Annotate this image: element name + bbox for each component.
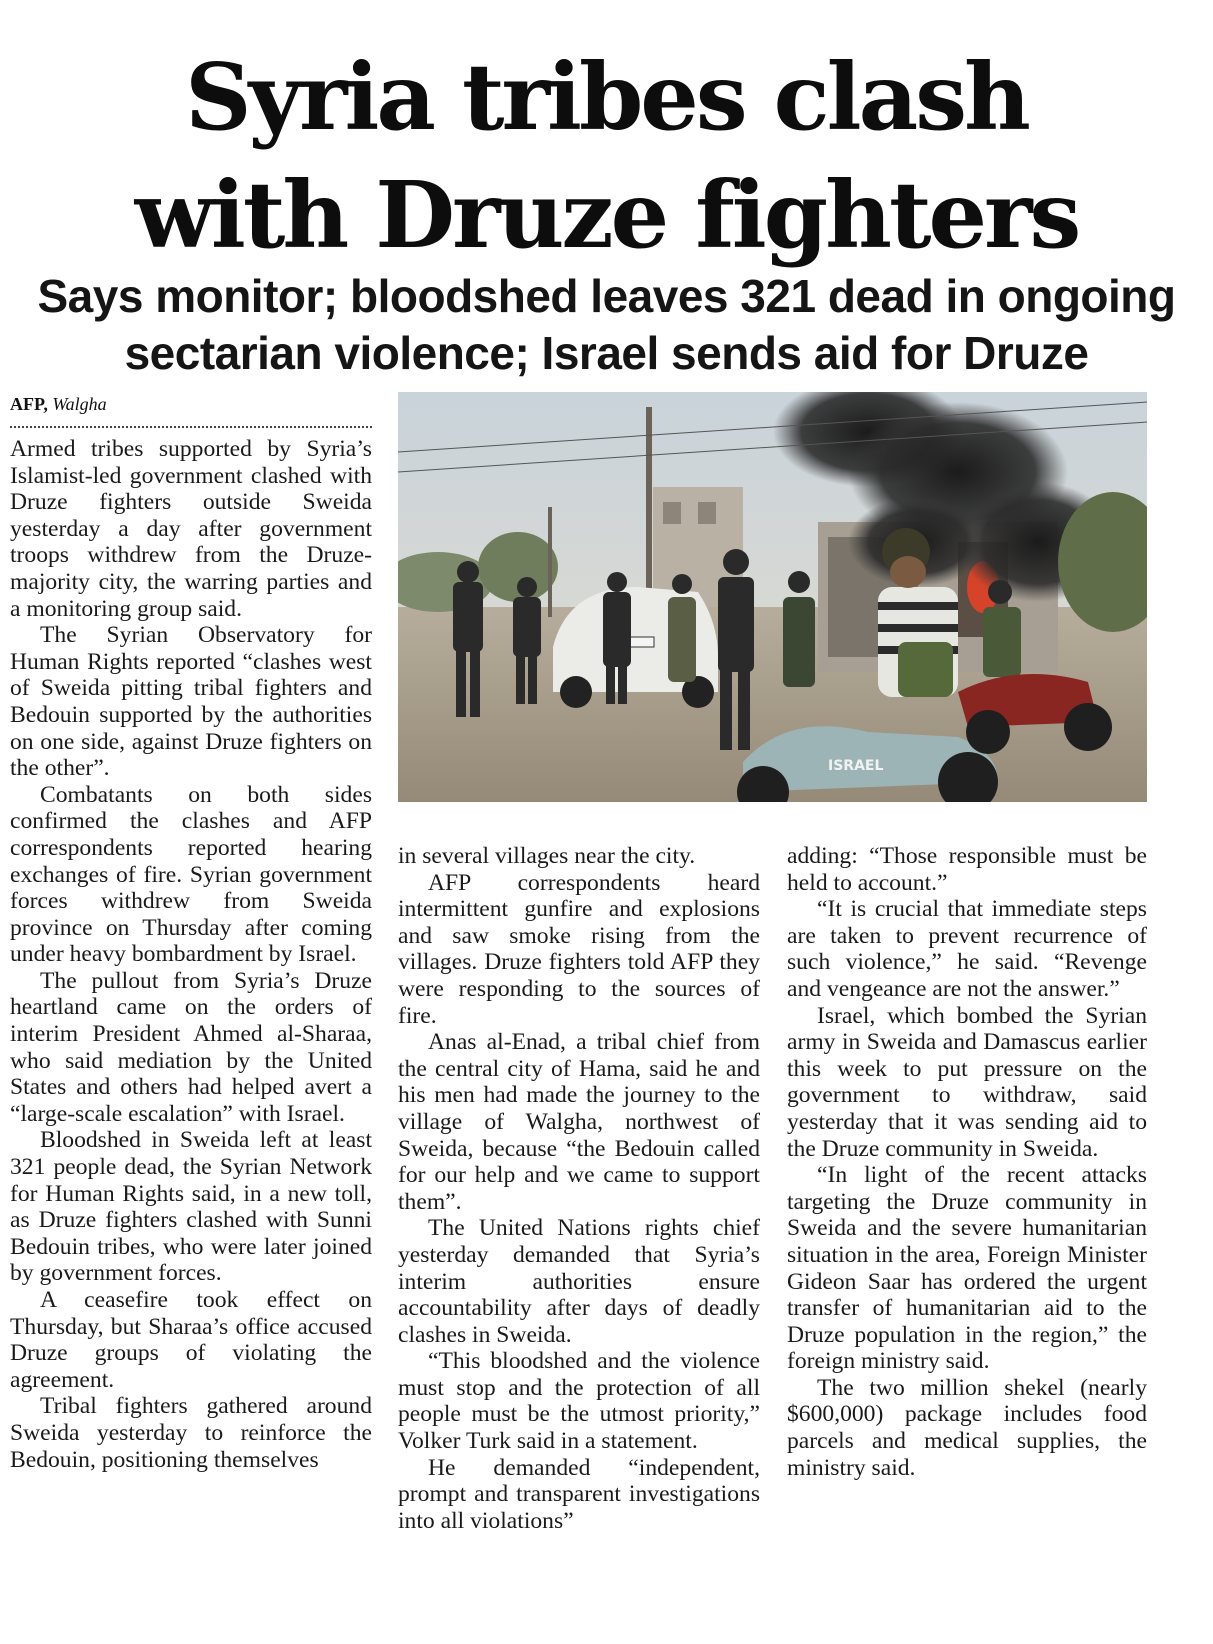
headline [0, 38, 1213, 274]
article-column-1 [10, 436, 372, 1473]
paragraph: The United Nations rights chief yesterday demanded that Syria’s interim authorities ensure accountability after days of deadly clashes in Sweida. [398, 1215, 760, 1348]
paragraph: The Syrian Observatory for Human Rights reported “clashes west of Sweida pitting tribal fighters and Bedouin supported by the authorities on one side, against Druze fighters on the other”. [10, 622, 372, 782]
paragraph: “In light of the recent attacks targeting the Druze community in Sweida and the severe humanitarian situation in the area, Foreign Minister Gideon Saar has ordered the urgent transfer of humanitarian aid to the Druze population in the region,” the foreign ministry said. [787, 1162, 1147, 1375]
paragraph: in several villages near the city. [398, 843, 696, 869]
paragraph: Israel, which bombed the Syrian army in Sweida and Damascus earlier this week to put pressure on the government to withdraw, said yesterday that it was sending aid to the Druze community in Sweida. [787, 1002, 1147, 1162]
paragraph: The pullout from Syria’s Druze heartland came on the orders of interim President Ahmed al-Sharaa, who said mediation by the United States and others had helped avert a “large-scale escalation” with Israel. [10, 967, 372, 1127]
paragraph: Anas al-Enad, a tribal chief from the central city of Hama, said he and his men had made the journey to the village of Walgha, northwest of Sweida, because “the Bedouin called for our help and we came to support them”. [398, 1029, 760, 1215]
paragraph: “This bloodshed and the violence must stop and the protection of all people must be the utmost priority,” Volker Turk said in a statement. [398, 1348, 760, 1455]
paragraph: Combatants on both sides confirmed the clashes and AFP correspondents reported hearing exchanges of fire. Syrian government forces withdrew from Sweida province on Thursday after coming under heavy bombardment by Israel. [10, 781, 372, 968]
paragraph: A ceasefire took effect on Thursday, but Sharaa’s office accused Druze groups of violating the agreement. [10, 1287, 372, 1393]
motorcycle-plate-text: ISRAEL [828, 758, 884, 774]
photo-illustration [398, 392, 1147, 802]
subheadline-line-1: Says monitor; bloodshed leaves 321 dead in ongoing [37, 270, 1176, 322]
paragraph: Armed tribes supported by Syria’s Islamist-led government clashed with Druze fighters outside Sweida yesterday a day after government troops withdrew from the Druze-majority city, the warring parties and a monitoring group said. [10, 436, 372, 622]
byline-dateline: Walgha [52, 394, 107, 414]
paragraph: adding: “Those responsible must be held to account.” [787, 843, 1147, 896]
paragraph: Bloodshed in Sweida left at least 321 people dead, the Syrian Network for Human Rights said, in a new toll, as Druze fighters clashed with Sunni Bedouin tribes, who were later joined by government forces. [10, 1127, 372, 1287]
headline-line-1: Syria tribes clash [185, 43, 1028, 151]
paragraph: “It is crucial that immediate steps are taken to prevent recurrence of such violence,” he said. “Revenge and vengeance are not the answer.” [787, 896, 1147, 1002]
paragraph: He demanded “independent, prompt and transparent investigations into all violations” [398, 1454, 760, 1534]
article-column-3 [787, 843, 1147, 1481]
byline [10, 392, 372, 428]
paragraph: AFP correspondents heard intermittent gunfire and explosions and saw smoke rising from the villages. Druze fighters told AFP they were responding to the sources of fire. [398, 869, 760, 1029]
article-column-2 [398, 843, 760, 1534]
subheadline-line-2: sectarian violence; Israel sends aid for Druze [124, 327, 1089, 379]
paragraph: Tribal fighters gathered around Sweida yesterday to reinforce the Bedouin, positioning themselves [10, 1393, 372, 1473]
byline-agency: AFP, [10, 394, 48, 414]
headline-line-2: with Druze fighters [134, 161, 1079, 269]
news-photo [398, 392, 1147, 802]
paragraph: The two million shekel (nearly $600,000) package includes food parcels and medical supplies, the ministry said. [787, 1374, 1147, 1481]
